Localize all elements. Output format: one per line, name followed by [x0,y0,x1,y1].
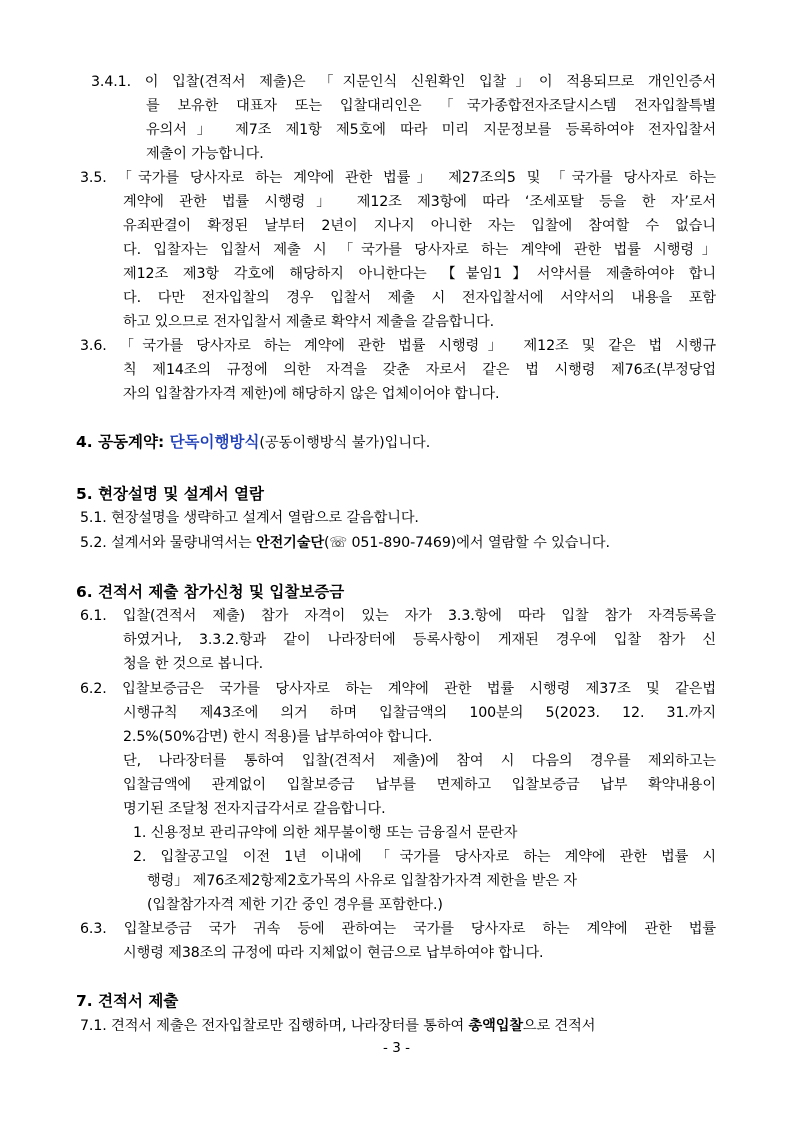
section-3-5-line-7: 하고 있으므로 전자입찰서 제출로 확약서 제출을 갈음합니다. [123,314,494,330]
section-7-heading: 7. 견적서 제출 [76,992,179,1010]
safety-tech-org: 안전기술단 [255,535,324,551]
page-number: - 3 - [383,1040,410,1056]
section-7-1-text-a: 7.1. 견적서 제출은 전자입찰로만 집행하며, 나라장터를 통하여 [80,1018,465,1034]
section-3-4-1-line-1: 3.4.1. 이 입찰(견적서 제출)은 「지문인식 신원확인 입찰」이 적용되므로 개인인증서 [91,74,716,90]
section-6-2-line-6: 명기된 조달청 전자지급각서로 갈음합니다. [123,801,386,817]
section-3-4-1-line-3: 유의서」 제7조 제1항 제5호에 따라 미리 지문정보를 등록하여야 전자입찰서 [146,122,716,138]
section-5-heading: 5. 현장설명 및 설계서 열람 [76,485,264,503]
section-3-6-line-3: 자의 입찰참가자격 제한)에 해당하지 않은 업체이어야 합니다. [123,386,500,402]
section-6-1-line-3: 청을 한 것으로 봅니다. [123,656,264,672]
section-3-5-line-5: 제12조 제3항 각호에 해당하지 아니한다는 【붙임1】서약서를 제출하여야 합니 [123,266,716,282]
section-6-2-line-4: 단, 나라장터를 통하여 입찰(견적서 제출)에 참여 시 다음의 경우를 제외하고는 [123,753,716,769]
section-3-4-1-line-4: 제출이 가능합니다. [146,146,264,162]
section-5-1: 5.1. 현장설명을 생략하고 설계서 열람으로 갈음합니다. [80,510,419,526]
section-5-2-text-c: (☏ 051-890-7469)에서 열람할 수 있습니다. [324,535,610,551]
section-3-5-line-4: 다. 입찰자는 입찰서 제출 시 「국가를 당사자로 하는 계약에 관한 법률 시행령」 [123,242,716,258]
section-3-5-line-3: 유죄판결이 확정된 날부터 2년이 지나지 아니한 자는 입찰에 참여할 수 없습니 [123,218,716,234]
section-3-5-line-6: 다. 다만 전자입찰의 경우 입찰서 제출 시 전자입찰서에 서약서의 내용을 포함 [123,290,716,306]
section-6-3-line-2: 시행령 제38조의 규정에 따라 지체없이 현금으로 납부하여야 합니다. [123,945,544,961]
section-7-1 [80,1014,595,1038]
section-3-4-1-line-2: 를 보유한 대표자 또는 입찰대리인은 「국가종합전자조달시스템 전자입찰특별 [146,98,716,114]
section-6-1-line-2: 하였거나, 3.3.2.항과 같이 나라장터에 등록사항이 게재된 경우에 입찰 참가 신 [123,632,716,648]
section-4-rest: (공동이행방식 불가)입니다. [259,435,431,451]
lump-sum-bid: 총액입찰 [468,1018,523,1034]
section-6-2-line-3: 2.5%(50%감면) 한시 적용)를 납부하여야 합니다. [123,729,433,745]
section-3-6-line-2: 칙 제14조의 규정에 의한 자격을 갖춘 자로서 같은 법 시행령 제76조(부정당업 [123,362,716,378]
section-6-2-item-2-line-3: (입찰참가자격 제한 기간 중인 경우를 포함한다.) [147,897,443,913]
section-6-2-line-2: 시행규칙 제43조에 의거 하며 입찰금액의 100분의 5(2023. 12. 31.까지 [123,705,716,721]
section-6-3-line-1: 6.3. 입찰보증금 국가 귀속 등에 관하여는 국가를 당사자로 하는 계약에 관한 법률 [80,921,716,937]
section-6-1-line-1: 6.1. 입찰(견적서 제출) 참가 자격이 있는 자가 3.3.항에 따라 입찰 참가 자격등록을 [80,608,716,624]
section-6-2-item-1: 1. 신용정보 관리규약에 의한 채무불이행 또는 금융질서 문란자 [133,825,518,841]
section-3-5-line-2: 계약에 관한 법률 시행령」 제12조 제3항에 따라 ‘조세포탈 등을 한 자’로서 [123,194,716,210]
section-6-2-line-5: 입찰금액에 관계없이 입찰보증금 납부를 면제하고 입찰보증금 납부 확약내용이 [123,777,716,793]
section-6-2-line-1: 6.2. 입찰보증금은 국가를 당사자로 하는 계약에 관한 법률 시행령 제37조 및 같은법 [80,681,716,697]
section-3-6-line-1: 3.6. 「국가를 당사자로 하는 계약에 관한 법률 시행령」 제12조 및 같은 법 시행규 [80,338,716,354]
section-4-heading [76,430,430,455]
section-6-heading: 6. 견적서 제출 참가신청 및 입찰보증금 [76,583,345,601]
section-6-2-item-2-line-2: 행령」 제76조제2항제2호가목의 사유로 입찰참가자격 제한을 받은 자 [147,873,577,889]
single-performance-method: 단독이행방식 [169,433,260,451]
section-5-2-text-a: 5.2. 설계서와 물량내역서는 [80,535,252,551]
section-6-2-item-2-line-1: 2. 입찰공고일 이전 1년 이내에 「국가를 당사자로 하는 계약에 관한 법률 시 [133,849,716,865]
section-4-title: 4. 공동계약: [76,433,165,451]
section-5-2 [80,531,610,555]
section-7-1-text-c: 으로 견적서 [522,1018,596,1034]
section-3-5-line-1: 3.5. 「국가를 당사자로 하는 계약에 관한 법률」 제27조의5 및 「국가를 당사자로 하는 [80,170,716,186]
